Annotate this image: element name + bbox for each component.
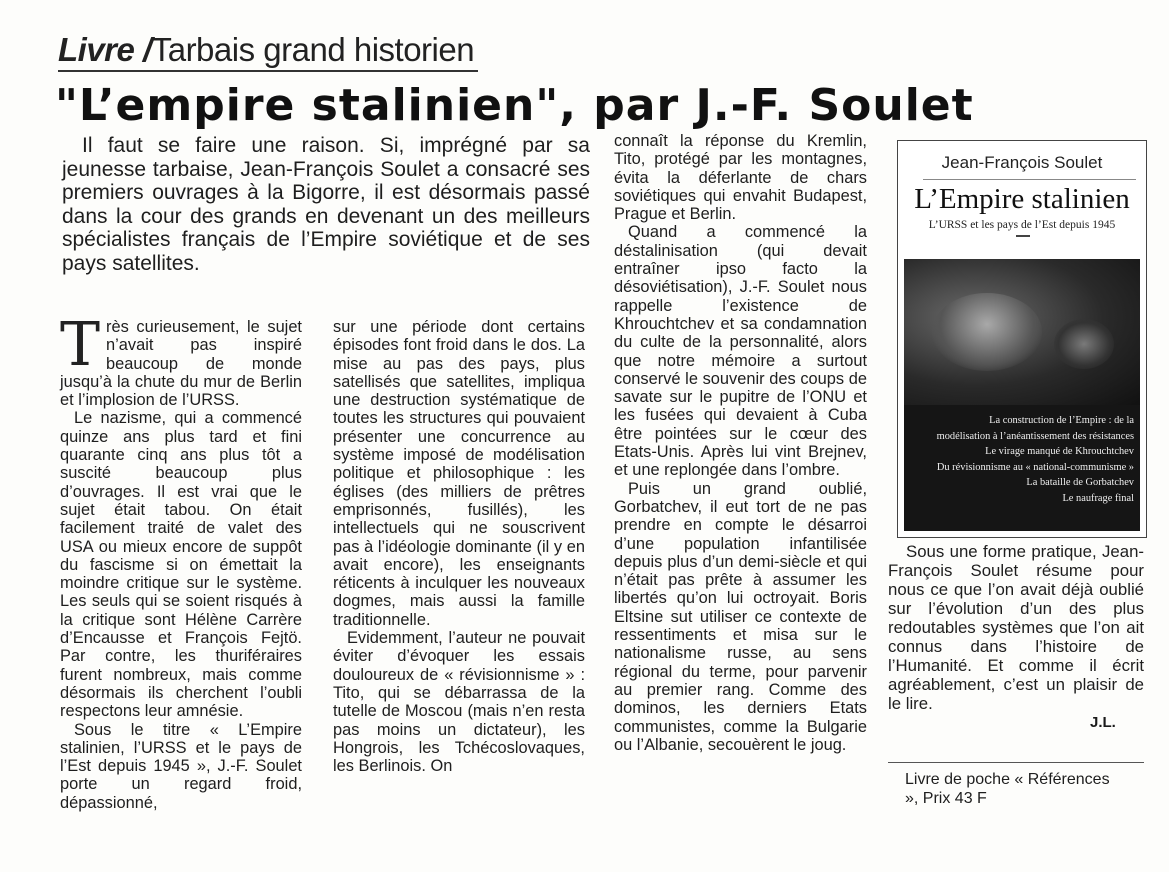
rubric-kicker: Livre / [58, 31, 152, 68]
article-column-2 [333, 318, 585, 775]
book-title: L’Empire stalinien [914, 183, 1130, 215]
paragraph: Le nazisme, qui a commencé quinze ans plus tard et fini quarante cinq ans plus tôt a suscité beaucoup plus d’ouvrages. Il est vrai que le sujet était tabou. On était facilement traité de valet des USA ou mieux encore de suppôt du fascisme si on émettait la moindre critique sur le système. Les seuls qui se soient risqués à la critique sont Hélène Carrère d’Encausse et François Fejtö. Par contre, les thuriféraires furent nombreux, mais comme désormais ils cherchent l’oubli respectons leur amnésie. [60, 409, 302, 721]
contents-line: La bataille de Gorbatchev [1026, 477, 1134, 488]
book-author: Jean-François Soulet [941, 153, 1103, 172]
paragraph: Evidemment, l’auteur ne pouvait éviter d’évoquer les essais douloureux de « révisionnisme » : Tito, qui se débarrassa de la tutelle de Moscou (mais n’en resta pas moins un dictateur), les Hongrois, les Tchécoslovaques, les Berlinois. On [333, 629, 585, 776]
signature: J.L. [1090, 714, 1116, 731]
article-column-3 [614, 132, 867, 754]
paragraph-text: rès curieusement, le sujet n’avait pas inspiré beaucoup de monde jusqu’à la chute du mur de Berlin et l’implosion de l’URSS. [60, 318, 302, 410]
contents-line: Du révisionnisme au « national-communisme » [936, 461, 1134, 473]
divider [923, 179, 1136, 180]
divider [1016, 235, 1030, 237]
book-subtitle: L’URSS et les pays de l’Est depuis 1945 [928, 219, 1116, 231]
article-column-1 [60, 310, 302, 812]
rubric-underline [58, 70, 478, 72]
lead-paragraph: Il faut se faire une raison. Si, imprégné par sa jeunesse tarbaise, Jean-François Soulet a consacré ses premiers ouvrages à la Bigorre, il est désormais passé dans la cour des grands en devenant un des meilleurs spécialistes français de l’Empire soviétique et de ses pays satellites. [62, 134, 590, 275]
contents-line: La construction de l’Empire : de la [989, 415, 1134, 426]
cover-photo [904, 259, 1140, 405]
paragraph: Sous le titre « L’Empire stalinien, l’URSS et le pays de l’Est depuis 1945 », J.-F. Soulet porte un regard froid, dépassionné, [60, 720, 302, 812]
paragraph [60, 310, 302, 410]
paragraph: connaît la réponse du Kremlin, Tito, protégé par les montagnes, évita la déferlante de chars soviétiques qui envahit Budapest, Prague et Berlin. [614, 132, 867, 224]
article-column-4 [888, 542, 1144, 713]
rubric [58, 30, 474, 70]
rubric-title: Tarbais grand historien [151, 31, 475, 68]
book-info: Livre de poche « Références », Prix 43 F [905, 771, 1110, 807]
headline: "L’empire stalinien", par J.-F. Soulet [55, 80, 974, 131]
drop-cap: T [60, 310, 101, 380]
divider [888, 762, 1144, 763]
book-contents [904, 405, 1140, 531]
paragraph: sur une période dont certains épisodes font froid dans le dos. La mise au pas des pays, plus satellisés que satellites, impliqua une destruction systématique de toutes les structures qui pouvaient présenter une concurrence au système imposé de modélisation politique et philosophique : les églises (des milliers de prêtres emprisonnés, fusillés), les intellectuels qui ne souscrivent pas à l’idéologie dominante (il y en avait encore), les enseignants réticents à inculquer les nouveaux dogmes, mais aussi la famille traditionnelle. [333, 318, 585, 629]
paragraph: Sous une forme pratique, Jean-François Soulet résume pour nous ce que l’on avait déjà oublié sur l’évolution d’un des plus redoutables systèmes que l’on ait connus dans l’histoire de l’Humanité. Et comme il écrit agréablement, c’est un plaisir de le lire. [888, 542, 1144, 713]
contents-line: Le naufrage final [1062, 492, 1134, 504]
paragraph: Quand a commencé la déstalinisation (qui devait entraîner ipso facto la désoviétisation), J.-F. Soulet nous rappelle l’existence de Khrouchtchev et sa condamnation du culte de la personnalité, alors que notre mémoire a surtout conservé le souvenir des coups de savate sur le pupitre de l’ONU et les fusées qui devaient à Cuba être pointées sur le cœur des Etats-Unis. Après lui vint Brejnev, et une replongée dans l’ombre. [614, 223, 867, 480]
contents-line: modélisation à l’anéantissement des résistances [936, 430, 1134, 442]
paragraph: Puis un grand oublié, Gorbatchev, il eut tort de ne pas prendre en compte le désarroi d’une population infantilisée depuis plus d’un demi-siècle et qui n’était pas prête à assumer les libertés qu’on lui octroyait. Boris Eltsine sut utiliser ce contexte de ressentiments et misa sur le nationalisme russe, au sens régional du terme, pour parvenir au premier rang. Comme des dominos, les derniers Etats communistes, comme la Bulgarie ou l’Albanie, secouèrent le joug. [614, 479, 867, 754]
book-cover [897, 140, 1147, 538]
contents-line: Le virage manqué de Khrouchtchev [985, 446, 1134, 457]
